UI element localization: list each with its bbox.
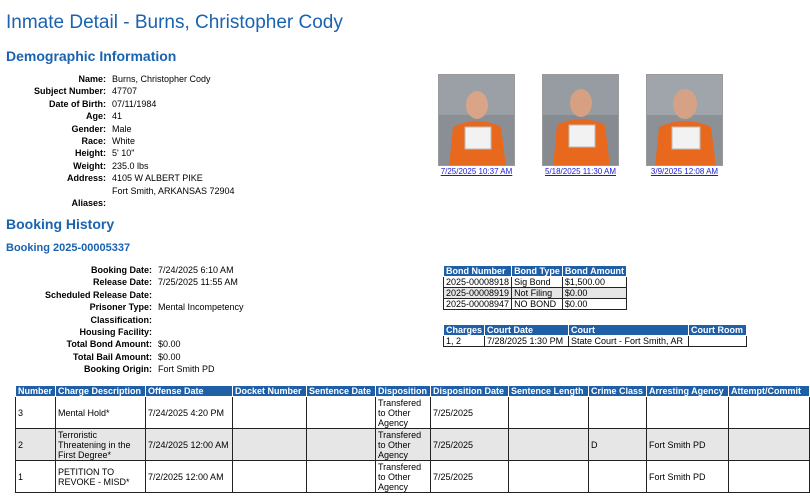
mugshot-photo[interactable] bbox=[646, 74, 723, 166]
field-label: Date of Birth: bbox=[49, 98, 106, 109]
field-value: 5' 10" bbox=[112, 148, 135, 159]
demographics-heading: Demographic Information bbox=[6, 48, 177, 64]
field-value: Fort Smith PD bbox=[158, 364, 215, 375]
column-header: Offense Date bbox=[146, 386, 233, 397]
mugshot-photo[interactable] bbox=[542, 74, 619, 166]
table-cell: 1 bbox=[16, 461, 56, 493]
field-label: Weight: bbox=[73, 160, 106, 171]
field-value: Male bbox=[112, 123, 132, 134]
table-cell: Fort Smith PD bbox=[647, 429, 729, 461]
mugshot-date-link[interactable]: 7/25/2025 10:37 AM bbox=[440, 167, 513, 176]
field-label: Total Bond Amount: bbox=[66, 339, 152, 350]
field-label: Name: bbox=[78, 74, 106, 84]
table-cell: State Court - Fort Smith, AR bbox=[569, 336, 689, 347]
column-header: Court Room bbox=[689, 325, 747, 336]
table-row bbox=[444, 336, 747, 347]
table-cell: 2 bbox=[16, 429, 56, 461]
field-label: Housing Facility: bbox=[79, 327, 152, 338]
column-header: Sentence Length bbox=[509, 386, 589, 397]
table-cell: 7/25/2025 bbox=[431, 397, 509, 429]
table-cell: Transfered to Other Agency bbox=[376, 397, 431, 429]
charges-table bbox=[15, 385, 810, 493]
table-cell bbox=[729, 461, 810, 493]
table-row bbox=[444, 288, 627, 299]
table-cell bbox=[729, 397, 810, 429]
table-cell: $0.00 bbox=[562, 288, 626, 299]
field-label: Booking Origin: bbox=[84, 364, 152, 375]
table-cell bbox=[589, 397, 647, 429]
table-cell: 7/24/2025 4:20 PM bbox=[146, 397, 233, 429]
table-cell: 7/25/2025 bbox=[431, 461, 509, 493]
field-label: Race: bbox=[81, 136, 106, 147]
column-header: Arresting Agency bbox=[647, 386, 729, 397]
booking-title: Booking 2025-00005337 bbox=[6, 242, 131, 254]
column-header: Attempt/Commit bbox=[729, 386, 810, 397]
mugshot-item bbox=[542, 74, 619, 176]
table-cell bbox=[233, 429, 307, 461]
table-cell: Transfered to Other Agency bbox=[376, 461, 431, 493]
table-cell bbox=[307, 397, 376, 429]
table-row bbox=[444, 299, 627, 310]
mugshot-item bbox=[438, 74, 515, 176]
table-cell bbox=[509, 429, 589, 461]
table-cell: 7/28/2025 1:30 PM bbox=[485, 336, 569, 347]
table-cell: 7/2/2025 12:00 AM bbox=[146, 461, 233, 493]
field-value: 47707 bbox=[112, 86, 138, 97]
column-header: Charge Description bbox=[56, 386, 146, 397]
table-row bbox=[16, 397, 810, 429]
mugshot-item bbox=[646, 74, 723, 176]
table-row bbox=[16, 461, 810, 493]
field-value: 41 bbox=[112, 111, 123, 122]
address-line-1: 4105 W ALBERT PIKE bbox=[112, 173, 203, 184]
field-value: Burns, Christopher Cody bbox=[112, 74, 211, 84]
table-cell bbox=[307, 429, 376, 461]
column-header: Bond Type bbox=[512, 266, 563, 277]
column-header: Disposition bbox=[376, 386, 431, 397]
column-header: Number bbox=[16, 386, 56, 397]
field-value: $0.00 bbox=[158, 339, 181, 350]
table-cell bbox=[233, 397, 307, 429]
table-cell: Mental Hold* bbox=[56, 397, 146, 429]
address-line-2: Fort Smith, ARKANSAS 72904 bbox=[112, 185, 235, 196]
table-cell bbox=[647, 397, 729, 429]
table-cell: Fort Smith PD bbox=[647, 461, 729, 493]
table-cell: $1,500.00 bbox=[562, 277, 626, 288]
table-row bbox=[444, 277, 627, 288]
field-value: 235.0 lbs bbox=[112, 160, 149, 171]
table-cell: 2025-00008947 bbox=[444, 299, 512, 310]
demographics-fields bbox=[0, 73, 235, 209]
field-value: 7/25/2025 11:55 AM bbox=[158, 277, 238, 288]
bond-header-row bbox=[444, 266, 627, 277]
column-header: Court bbox=[569, 325, 689, 336]
table-cell: 7/24/2025 12:00 AM bbox=[146, 429, 233, 461]
column-header: Charges bbox=[444, 325, 485, 336]
table-cell bbox=[689, 336, 747, 347]
column-header: Court Date bbox=[485, 325, 569, 336]
field-label: Release Date: bbox=[92, 277, 152, 288]
mugshot-photo[interactable] bbox=[438, 74, 515, 166]
table-cell: 2025-00008918 bbox=[444, 277, 512, 288]
field-label: Age: bbox=[86, 111, 106, 122]
table-cell bbox=[509, 461, 589, 493]
page-title: Inmate Detail - Burns, Christopher Cody bbox=[6, 12, 343, 33]
table-cell: 1, 2 bbox=[444, 336, 485, 347]
field-label: Gender: bbox=[71, 123, 106, 134]
field-label: Booking Date: bbox=[90, 265, 152, 275]
table-cell bbox=[509, 397, 589, 429]
table-cell: Sig Bond bbox=[512, 277, 563, 288]
table-cell bbox=[233, 461, 307, 493]
table-row bbox=[16, 429, 810, 461]
field-label: Total Bail Amount: bbox=[73, 351, 152, 362]
column-header: Sentence Date bbox=[307, 386, 376, 397]
table-cell: Not Filing bbox=[512, 288, 563, 299]
court-header-row bbox=[444, 325, 747, 336]
field-label: Height: bbox=[75, 148, 106, 159]
field-label: Classification: bbox=[90, 314, 152, 325]
charges-header-row bbox=[16, 386, 810, 397]
table-cell bbox=[307, 461, 376, 493]
field-value: 7/24/2025 6:10 AM bbox=[158, 265, 234, 275]
column-header: Docket Number bbox=[233, 386, 307, 397]
field-label: Prisoner Type: bbox=[89, 302, 152, 313]
table-cell bbox=[589, 461, 647, 493]
table-cell: 7/25/2025 bbox=[431, 429, 509, 461]
table-cell: Transfered to Other Agency bbox=[376, 429, 431, 461]
booking-fields bbox=[0, 264, 244, 376]
court-table bbox=[443, 324, 747, 347]
table-cell bbox=[729, 429, 810, 461]
booking-history-heading: Booking History bbox=[6, 216, 115, 232]
table-cell: $0.00 bbox=[562, 299, 626, 310]
table-cell: 3 bbox=[16, 397, 56, 429]
table-cell: D bbox=[589, 429, 647, 461]
table-cell: Terroristic Threatening in the First Degree* bbox=[56, 429, 146, 461]
mugshot-date-link[interactable]: 5/18/2025 11:30 AM bbox=[544, 167, 617, 176]
field-value: White bbox=[112, 136, 136, 147]
mugshot-gallery bbox=[438, 74, 750, 176]
table-cell: PETITION TO REVOKE - MISD* bbox=[56, 461, 146, 493]
field-label: Aliases: bbox=[71, 198, 106, 209]
column-header: Crime Class bbox=[589, 386, 647, 397]
table-cell: NO BOND bbox=[512, 299, 563, 310]
bond-table bbox=[443, 265, 627, 310]
field-label: Subject Number: bbox=[33, 86, 106, 97]
field-value: 07/11/1984 bbox=[112, 98, 157, 109]
column-header: Disposition Date bbox=[431, 386, 509, 397]
column-header: Bond Amount bbox=[562, 266, 626, 277]
mugshot-date-link[interactable]: 3/9/2025 12:08 AM bbox=[650, 167, 719, 176]
column-header: Bond Number bbox=[444, 266, 512, 277]
field-value: $0.00 bbox=[158, 351, 181, 362]
field-value: Mental Incompetency bbox=[158, 302, 244, 313]
table-cell: 2025-00008919 bbox=[444, 288, 512, 299]
field-label: Address: bbox=[66, 173, 106, 184]
field-label: Scheduled Release Date: bbox=[44, 289, 152, 300]
